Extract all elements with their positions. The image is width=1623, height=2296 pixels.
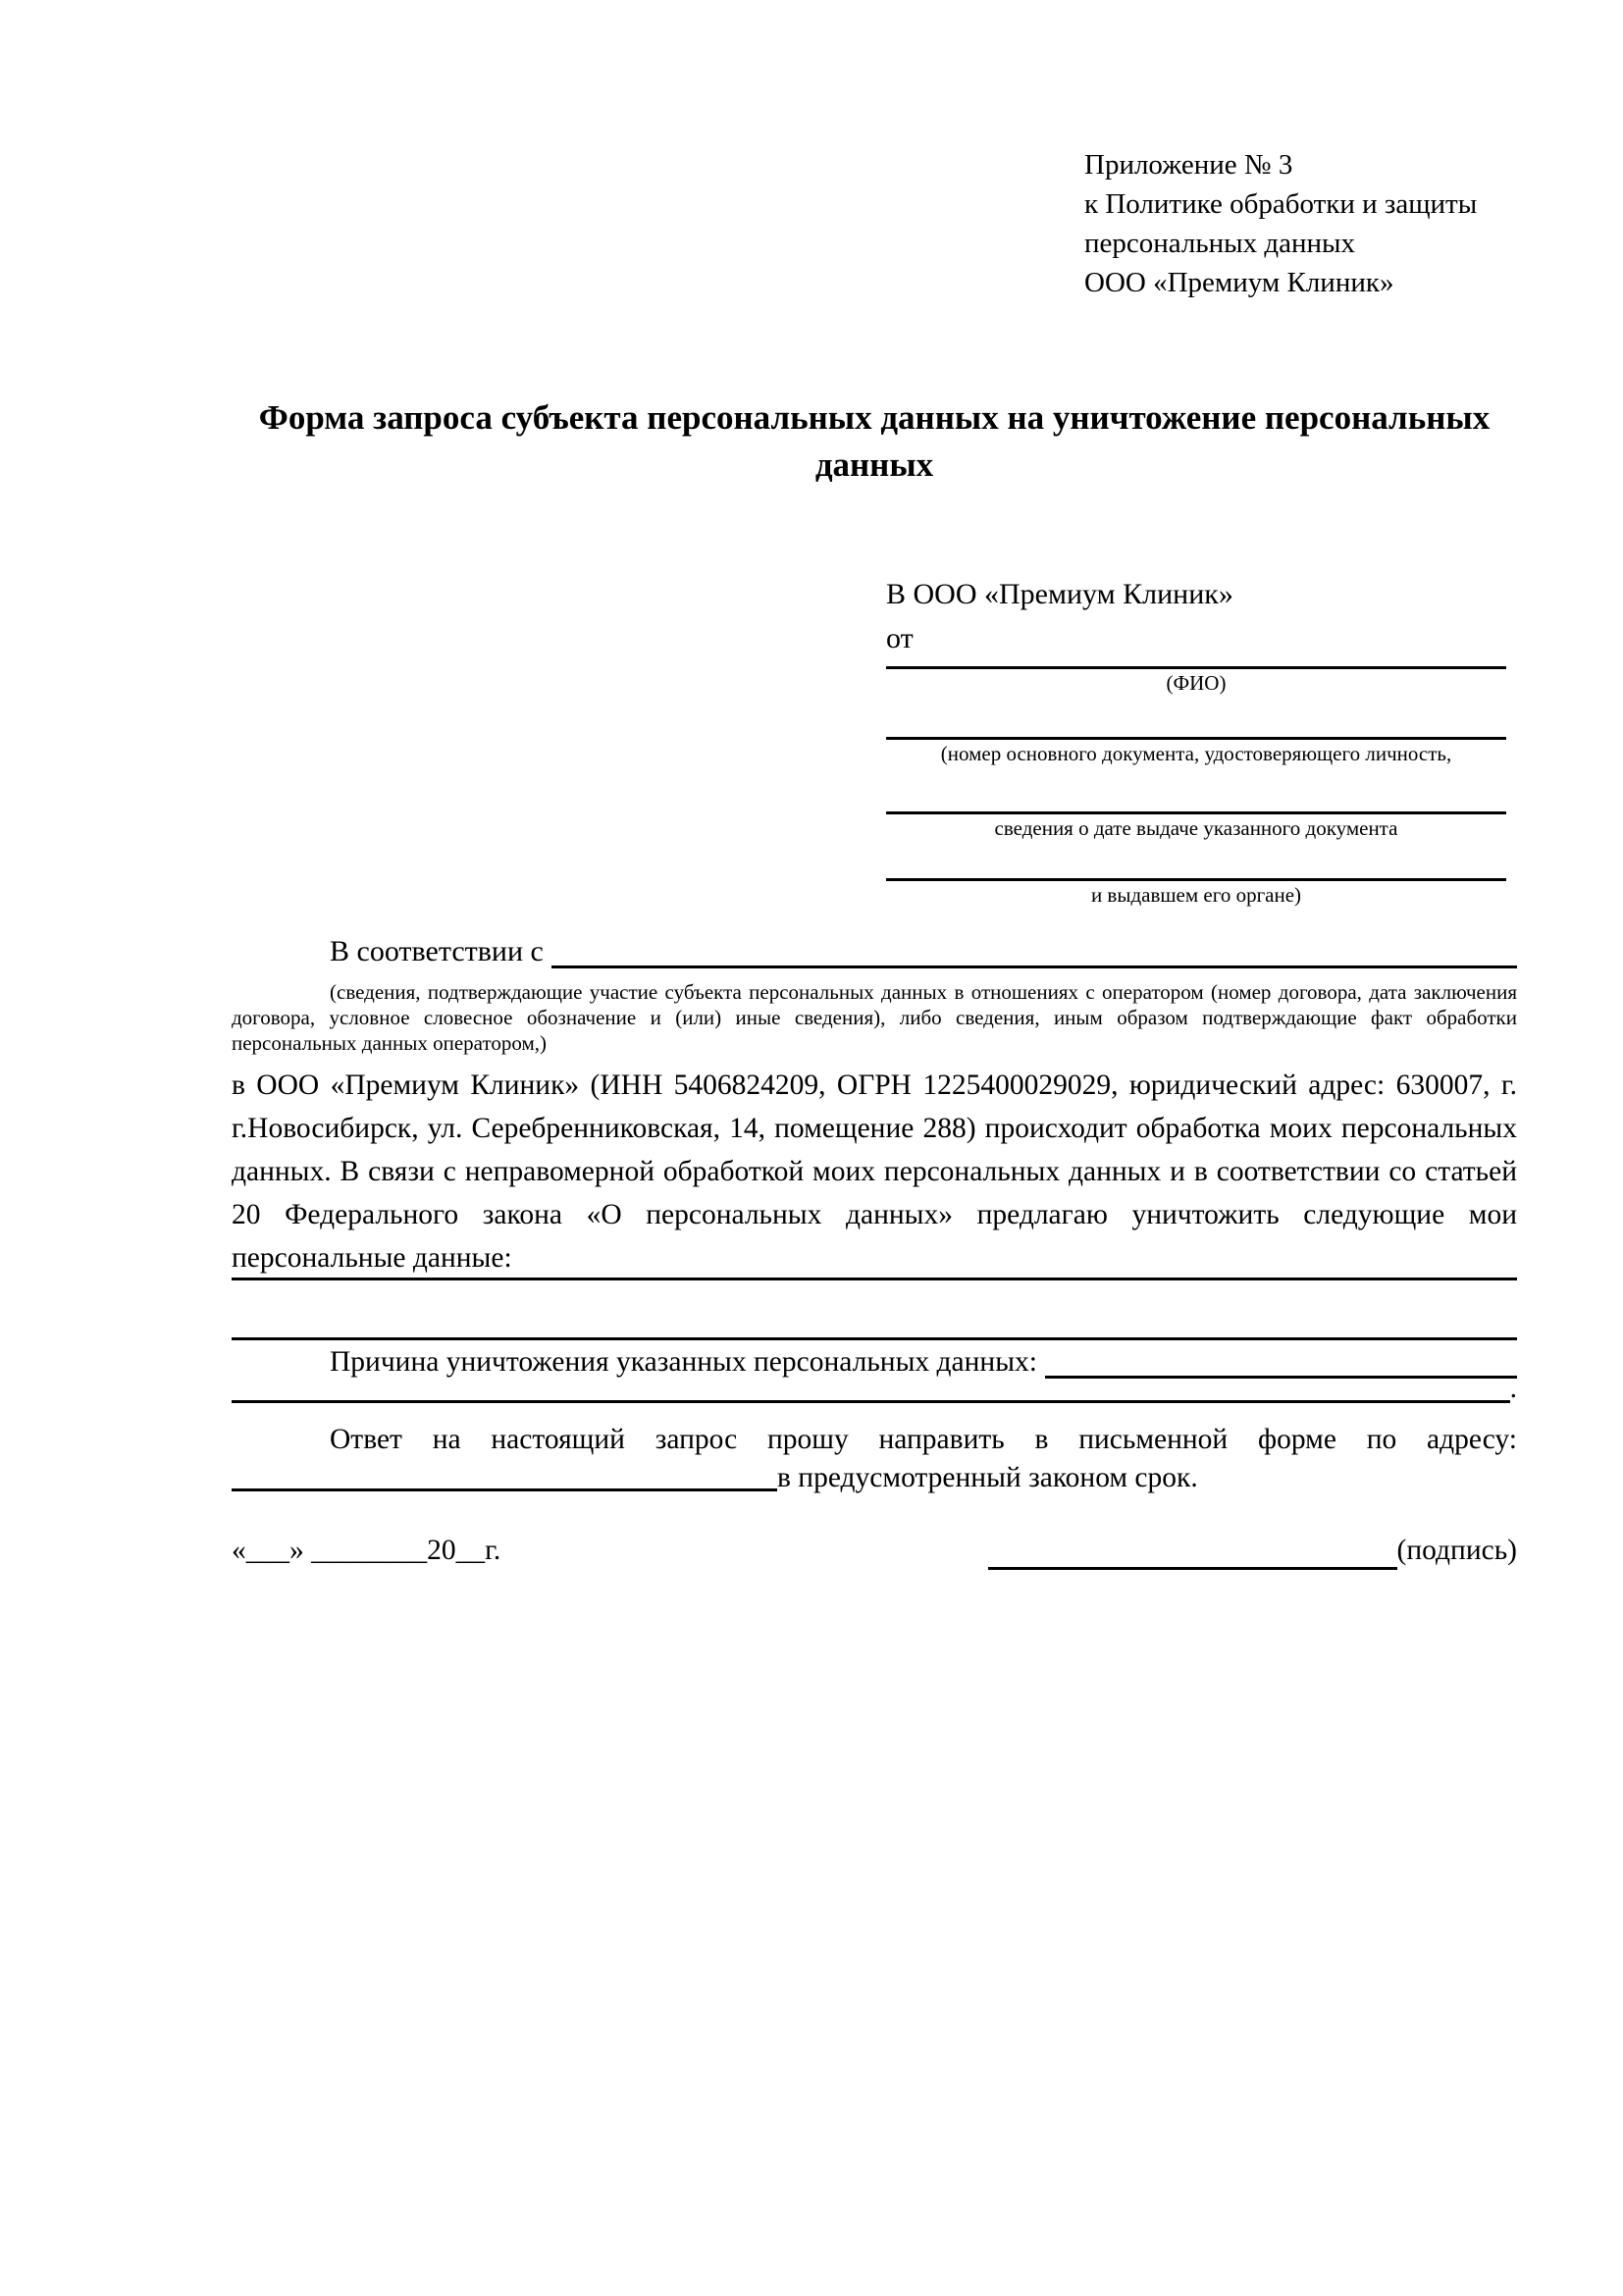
doc-issuer-caption: и выдавшем его органе) — [1090, 883, 1302, 907]
appendix-number: Приложение № 3 — [1084, 149, 1293, 181]
doc-number-blank-line — [886, 731, 1506, 740]
address-blank-line — [232, 1465, 777, 1491]
appendix-policy-line2: персональных данных — [1084, 228, 1356, 259]
reason-line-period: . — [1509, 1373, 1517, 1404]
accordance-row — [232, 932, 1517, 971]
signature-caption: (подпись) — [1396, 1535, 1517, 1566]
date-blanks: «___» ________20__г. — [232, 1535, 501, 1566]
personal-data-blank-line-1 — [232, 1272, 1517, 1280]
date-signature-row — [232, 1531, 1517, 1570]
doc-issue-date-blank-line — [886, 806, 1506, 814]
fio-caption: (ФИО) — [1166, 671, 1227, 695]
addressee-block — [886, 572, 1506, 910]
answer-paragraph: Ответ на настоящий запрос прошу направить в письменной форме по адресу: — [330, 1424, 1517, 1455]
personal-data-blank-line-2 — [232, 1331, 1517, 1340]
doc-number-caption: (номер основного документа, удостоверяющего личность, — [940, 742, 1452, 765]
doc-issuer-blank-line — [886, 872, 1506, 881]
signature-group — [988, 1531, 1517, 1570]
doc-issue-date-caption: сведения о дате выдаче указанного документа — [994, 816, 1398, 840]
reason-label: Причина уничтожения указанных персональных данных: — [330, 1346, 1037, 1378]
accordance-blank-line — [551, 965, 1517, 968]
accordance-label: В соответствии с — [330, 935, 544, 967]
signature-blank-line — [988, 1534, 1397, 1570]
answer-term-text: в предусмотренный законом срок. — [777, 1462, 1198, 1493]
appendix-header — [1084, 145, 1477, 302]
fio-blank-line — [886, 660, 1506, 669]
answer-address-row — [232, 1464, 1517, 1491]
addressee-to: В ООО «Премиум Клиник» — [886, 578, 1233, 610]
form-title: Форма запроса субъекта персональных данных на уничтожение персональных данных — [258, 398, 1491, 484]
appendix-policy-line: к Политике обработки и защиты — [1084, 188, 1478, 220]
addressee-from-label: от — [886, 622, 914, 654]
reason-blank-line-2 — [232, 1400, 1510, 1403]
appendix-company: ООО «Премиум Клиник» — [1084, 267, 1394, 298]
accordance-note: (сведения, подтверждающие участие субъекта персональных данных в отношениях с оператором (номер договора, дата заключения договора, условное словесное обозначение и (или) иные сведения), либо сведения, иным образом подтверждающие факт обработки персональных данных оператором,) — [232, 980, 1517, 1055]
reason-continuation-row — [232, 1374, 1517, 1403]
main-paragraph: в ООО «Премиум Клиник» (ИНН 5406824209, ОГРН 1225400029029, юридический адрес: 630007, г. г.Новосибирск, ул. Серебренниковская, 14, помещение 288) происходит обработка моих персональных данных. В связи с неправомерной обработкой моих персональных данных и в соответствии со статьей 20 Федерального закона «О персональных данных» предлагаю уничтожить следующие мои персональные данные: — [232, 1070, 1517, 1274]
